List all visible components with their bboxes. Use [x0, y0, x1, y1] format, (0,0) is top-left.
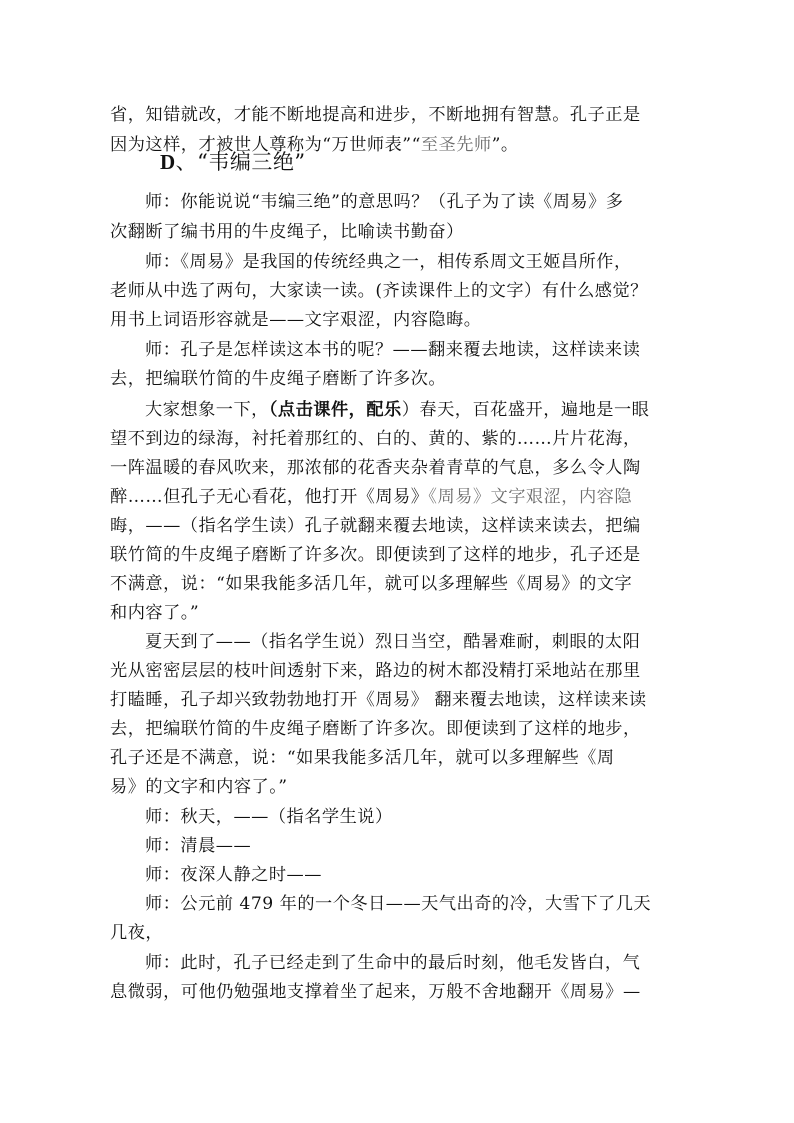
- body-line: 去，把编联竹简的牛皮绳子磨断了许多次。即便读到了这样的地步，: [110, 719, 641, 739]
- body-line: 师：夜深人静之时——: [145, 865, 322, 885]
- body-line: 息微弱，可他仍勉强地支撑着坐了起来，万般不舍地翻开《周易》—: [110, 982, 641, 1002]
- body-line: 几夜，: [110, 923, 164, 943]
- body-line: 师：清晨——: [145, 836, 252, 856]
- body-line: 去，把编联竹简的牛皮绳子磨断了许多次。: [110, 369, 447, 389]
- body-line: 易》的文字和内容了。”: [110, 777, 288, 797]
- body-line: 师：你能说说“韦编三绝”的意思吗？（孔子为了读《周易》多: [145, 192, 624, 212]
- body-line: 一阵温暖的春风吹来，那浓郁的花香夹杂着青草的气息，多么令人陶: [110, 458, 641, 478]
- body-line: 老师从中选了两句，大家读一读。(齐读课件上的文字）有什么感觉？: [110, 281, 648, 301]
- body-line: 用书上词语形容就是——文字艰涩，内容隐晦。: [110, 310, 482, 330]
- section-heading: D、“韦编三绝”: [160, 150, 306, 174]
- body-line: 孔子还是不满意，说：“如果我能多活几年，就可以多理解些《周: [110, 748, 615, 768]
- body-line: 因为这样，才被世人尊称为“万世师表”“至圣先师”。: [110, 135, 519, 155]
- body-line: 望不到边的绿海，衬托着那红的、白的、黄的、紫的……片片花海，: [110, 429, 641, 449]
- body-line: 师：《周易》是我国的传统经典之一，相传系周文王姬昌所作，: [145, 252, 632, 272]
- body-line: 省，知错就改，才能不断地提高和进步，不断地拥有智慧。孔子正是: [110, 105, 641, 125]
- body-line: 光从密密层层的枝叶间透射下来，路边的树木都没精打采地站在那里: [110, 661, 641, 681]
- body-line: 晦，——（指名学生读）孔子就翻来覆去地读，这样读来读去，把编: [110, 516, 641, 536]
- body-line: 师：秋天，——（指名学生说）: [145, 807, 393, 827]
- body-line: 和内容了。”: [110, 603, 200, 623]
- body-line: 联竹简的牛皮绳子磨断了许多次。即便读到了这样的地步，孔子还是: [110, 545, 641, 565]
- body-line: 师：孔子是怎样读这本书的呢？——翻来覆去地读，这样读来读: [145, 340, 641, 360]
- body-line: 师：此时，孔子已经走到了生命中的最后时刻，他毛发皆白，气: [145, 953, 641, 973]
- body-line: 不满意，说：“如果我能多活几年，就可以多理解些《周易》的文字: [110, 574, 633, 594]
- body-line: 次翻断了编书用的牛皮绳子，比喻读书勤奋）: [110, 222, 464, 242]
- body-line: 师：公元前 479 年的一个冬日——天气出奇的冷，大雪下了几天: [145, 894, 652, 914]
- body-line: 大家想象一下，（点击课件，配乐）春天，百花盛开，遍地是一眼: [145, 400, 650, 420]
- body-line: 打瞌睡，孔子却兴致勃勃地打开《周易》 翻来覆去地读，这样读来读: [110, 690, 647, 710]
- body-line: 夏天到了——（指名学生说）烈日当空，酷暑难耐，刺眼的太阳: [145, 632, 641, 652]
- body-line: 醉……但孔子无心看花，他打开《周易》《周易》文字艰涩，内容隐: [110, 487, 633, 507]
